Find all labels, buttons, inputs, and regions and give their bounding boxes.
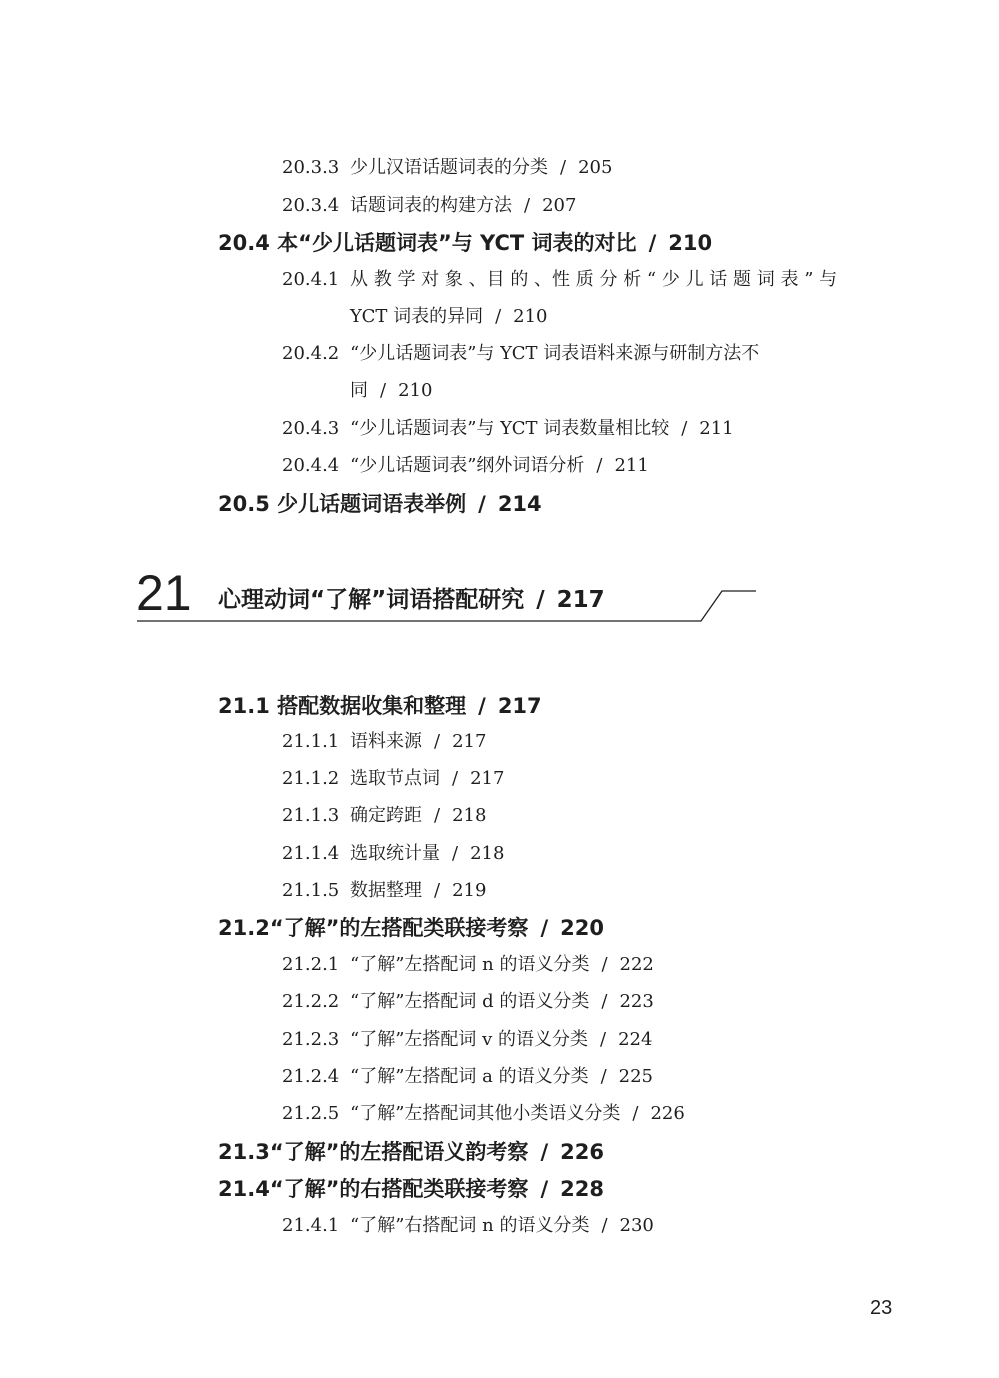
- section-title: 话题词表的构建方法: [350, 195, 512, 216]
- section-title: “了解”的左搭配类联接考察: [269, 916, 529, 940]
- separator: /: [540, 1177, 549, 1201]
- section-title: “了解”的右搭配类联接考察: [269, 1177, 529, 1201]
- section-number: 20.4.1: [282, 269, 340, 290]
- toc-entry-20-3-4: [282, 194, 576, 218]
- page-ref: 210: [513, 306, 548, 327]
- section-number: 21.1: [218, 694, 270, 718]
- section-number: 20.4.4: [282, 455, 340, 476]
- separator: /: [380, 380, 387, 401]
- chapter-title: [218, 586, 605, 614]
- separator: /: [540, 916, 549, 940]
- section-title: “少儿话题词表”与 YCT 词表数量相比较: [350, 418, 670, 439]
- section-title: “了解”左搭配词 d 的语义分类: [350, 991, 590, 1012]
- section-title: 选取节点词: [350, 768, 440, 789]
- toc-entry-21-2-2: [282, 990, 654, 1014]
- section-number: 21.1.1: [282, 731, 340, 752]
- section-number: 21.4.1: [282, 1215, 340, 1236]
- separator: /: [601, 954, 608, 975]
- separator: /: [495, 306, 502, 327]
- page-ref: 222: [619, 954, 654, 975]
- section-title-line1: “少儿话题词表”与 YCT 词表语料来源与研制方法不: [350, 343, 760, 364]
- toc-section-21-1: [218, 693, 542, 719]
- separator: /: [536, 587, 545, 613]
- toc-entry-20-4-2: [282, 342, 759, 366]
- toc-entry-20-4-3: [282, 417, 734, 441]
- section-number: 21.2.5: [282, 1103, 340, 1124]
- page-ref: 217: [556, 587, 605, 613]
- toc-entry-21-1-4: [282, 842, 504, 866]
- separator: /: [601, 991, 608, 1012]
- page-ref: 214: [497, 492, 542, 516]
- page-ref: 218: [470, 843, 505, 864]
- section-title: “少儿话题词表”纲外词语分析: [350, 455, 585, 476]
- page-ref: 217: [452, 731, 487, 752]
- toc-entry-20-3-3: [282, 156, 612, 180]
- section-number: 21.1.5: [282, 880, 340, 901]
- section-number: 20.5: [218, 492, 270, 516]
- toc-entry-20-4-2-cont: [350, 379, 432, 403]
- toc-entry-21-1-1: [282, 730, 486, 754]
- page-ref: 205: [578, 157, 613, 178]
- page-ref: 225: [618, 1066, 654, 1087]
- section-title: 确定跨距: [350, 805, 422, 826]
- section-number: 21.2.1: [282, 954, 340, 975]
- section-title: 少儿话题词语表举例: [277, 492, 467, 516]
- section-title: “了解”左搭配词其他小类语义分类: [350, 1103, 621, 1124]
- page-ref: 226: [560, 1140, 604, 1164]
- toc-entry-21-2-5: [282, 1102, 685, 1126]
- toc-section-20-5: [218, 491, 542, 517]
- toc-entry-21-1-5: [282, 879, 486, 903]
- section-title: 搭配数据收集和整理: [277, 694, 467, 718]
- separator: /: [452, 768, 459, 789]
- page-number: 23: [870, 1297, 893, 1319]
- toc-entry-21-4-1: [282, 1214, 654, 1238]
- separator: /: [632, 1103, 639, 1124]
- section-title: “了解”右搭配词 n 的语义分类: [350, 1215, 590, 1236]
- toc-entry-21-1-3: [282, 804, 486, 828]
- toc-section-21-2: [218, 915, 604, 941]
- section-number: 20.4: [218, 231, 270, 255]
- separator: /: [478, 492, 486, 516]
- separator: /: [601, 1215, 608, 1236]
- page-ref: 220: [560, 916, 604, 940]
- toc-entry-21-1-2: [282, 767, 504, 791]
- chapter-number: 21: [136, 565, 192, 621]
- separator: /: [600, 1029, 607, 1050]
- separator: /: [596, 455, 603, 476]
- section-title-line2: 同: [350, 380, 368, 401]
- page-ref: 210: [668, 231, 713, 255]
- section-title: “了解”左搭配词 v 的语义分类: [350, 1029, 589, 1050]
- separator: /: [648, 231, 657, 255]
- section-number: 21.4: [218, 1177, 270, 1201]
- separator: /: [478, 694, 486, 718]
- separator: /: [434, 805, 441, 826]
- section-number: 21.2.4: [282, 1066, 340, 1087]
- section-number: 20.4.2: [282, 343, 340, 364]
- page-ref: 219: [452, 880, 487, 901]
- section-number: 20.3.4: [282, 195, 340, 216]
- section-title-line2: YCT 词表的异同: [350, 306, 484, 327]
- separator: /: [560, 157, 567, 178]
- section-title: 数据整理: [350, 880, 422, 901]
- toc-entry-20-4-1: [282, 268, 837, 292]
- page-ref: 217: [470, 768, 505, 789]
- section-number: 21.2.3: [282, 1029, 340, 1050]
- toc-entry-21-2-1: [282, 953, 654, 977]
- section-number: 21.1.3: [282, 805, 340, 826]
- section-title: 本“少儿话题词表”与 YCT 词表的对比: [277, 231, 637, 255]
- toc-section-21-3: [218, 1139, 604, 1165]
- section-title: 语料来源: [350, 731, 422, 752]
- page-ref: 218: [452, 805, 487, 826]
- section-number: 21.2.2: [282, 991, 340, 1012]
- chapter-title-text: 心理动词“了解”词语搭配研究: [218, 587, 525, 613]
- section-title: 少儿汉语话题词表的分类: [350, 157, 548, 178]
- section-title: “了解”左搭配词 a 的语义分类: [350, 1066, 589, 1087]
- section-title: “了解”的左搭配语义韵考察: [269, 1140, 529, 1164]
- toc-entry-21-2-4: [282, 1065, 653, 1089]
- page-ref: 210: [398, 380, 433, 401]
- toc-section-20-4: [218, 230, 712, 256]
- page-ref: 217: [497, 694, 542, 718]
- page-ref: 226: [650, 1103, 685, 1124]
- toc-entry-21-2-3: [282, 1028, 652, 1052]
- toc-entry-20-4-1-cont: [350, 305, 548, 329]
- section-title: “了解”左搭配词 n 的语义分类: [350, 954, 590, 975]
- section-number: 21.2: [218, 916, 270, 940]
- section-number: 20.4.3: [282, 418, 340, 439]
- page-ref: 211: [614, 455, 649, 476]
- page-ref: 228: [560, 1177, 604, 1201]
- page-ref: 230: [619, 1215, 654, 1236]
- page-ref: 207: [542, 195, 577, 216]
- separator: /: [524, 195, 531, 216]
- page-ref: 224: [618, 1029, 653, 1050]
- page-ref: 211: [699, 418, 734, 439]
- separator: /: [681, 418, 688, 439]
- section-number: 21.3: [218, 1140, 270, 1164]
- toc-entry-20-4-4: [282, 454, 649, 478]
- separator: /: [452, 843, 459, 864]
- separator: /: [540, 1140, 549, 1164]
- separator: /: [600, 1066, 607, 1087]
- separator: /: [434, 731, 441, 752]
- section-title: 选取统计量: [350, 843, 440, 864]
- section-number: 21.1.2: [282, 768, 340, 789]
- toc-section-21-4: [218, 1176, 604, 1202]
- section-number: 20.3.3: [282, 157, 340, 178]
- section-number: 21.1.4: [282, 843, 340, 864]
- separator: /: [434, 880, 441, 901]
- page-ref: 223: [619, 991, 654, 1012]
- section-title-line1: 从 教 学 对 象 、目 的 、性 质 分 析 “ 少 儿 话 题 词 表 ” 与: [350, 269, 838, 290]
